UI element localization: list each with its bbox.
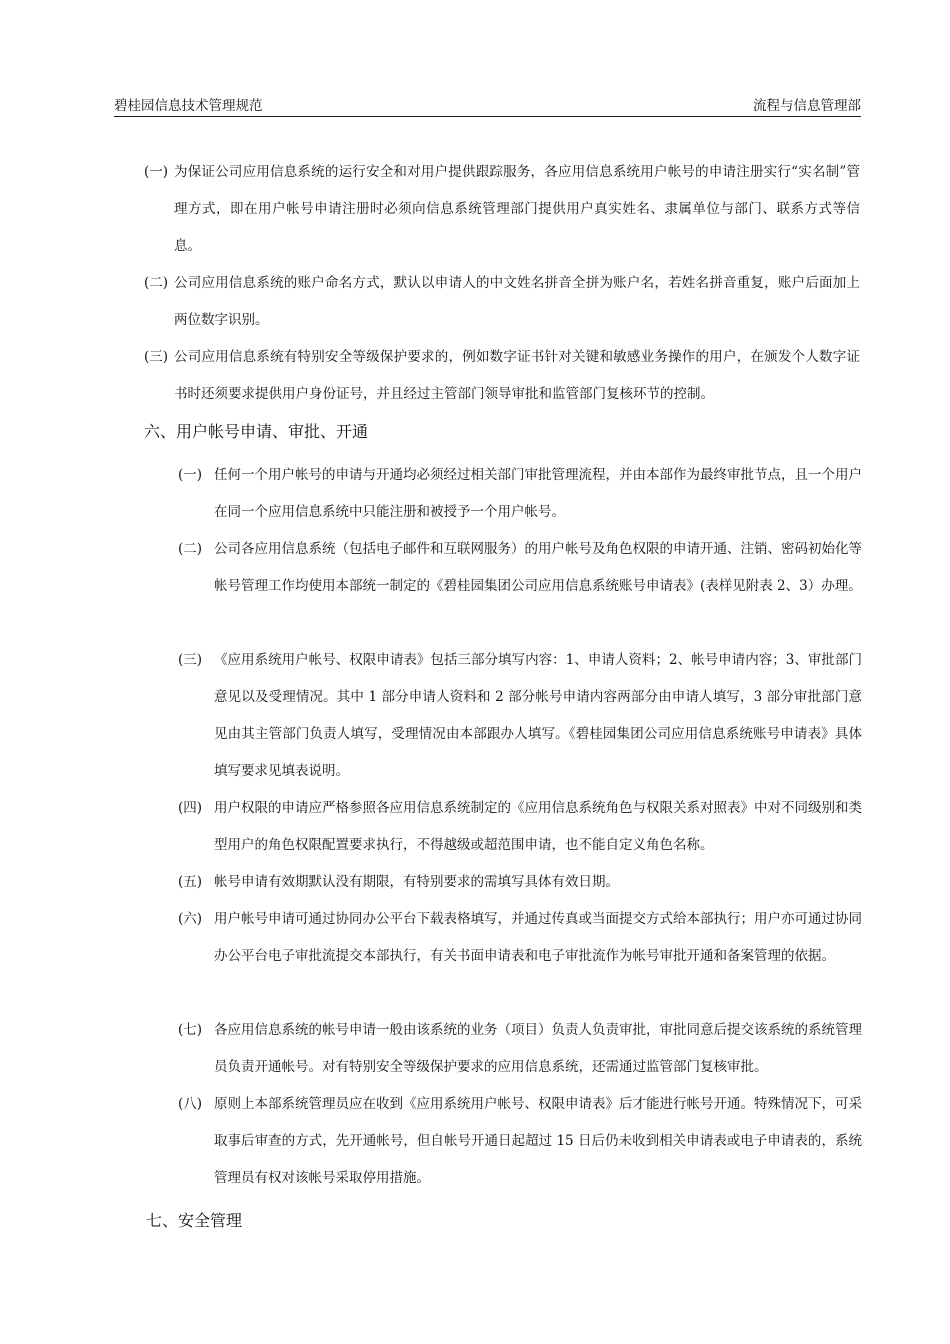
item-number: (三) [144,349,169,365]
item-text: 为保证公司应用信息系统的运行安全和对用户提供跟踪服务，各应用信息系统用户帐号的申请注册实行“实名制”管理方式，即在用户帐号申请注册时必须向信息系统管理部门提供用户真实姓名、隶属单位与部门、联系方式等信息。 [174,164,860,254]
item-number: (四) [178,800,203,816]
item-text: 公司各应用信息系统（包括电子邮件和互联网服务）的用户帐号及角色权限的申请开通、注销、密码初始化等帐号管理工作均使用本部统一制定的《碧桂园集团公司应用信息系统账号申请表》(表样见附表 2、3）办理。 [214,541,862,594]
section-6-item-5 [178,864,862,901]
section-6-heading: 六、用户帐号申请、审批、开通 [144,422,369,441]
item-text: 任何一个用户帐号的申请与开通均必须经过相关部门审批管理流程，并由本部作为最终审批节点，且一个用户在同一个应用信息系统中只能注册和被授予一个用户帐号。 [214,467,862,520]
item-number: (二) [178,541,203,557]
section-6-item-4 [178,790,862,864]
item-number: (六) [178,911,203,927]
header-department: 流程与信息管理部 [753,98,861,114]
header-doc-title: 碧桂园信息技术管理规范 [114,98,263,114]
page-header [114,92,861,117]
item-text: 公司应用信息系统的账户命名方式，默认以申请人的中文姓名拼音全拼为账户名，若姓名拼音重复，账户后面加上两位数字识别。 [174,275,860,328]
item-number: (二) [144,275,169,291]
intro-item-2 [144,265,860,339]
item-number: (一) [178,467,203,483]
section-7-heading: 七、安全管理 [146,1211,243,1230]
item-number: (七) [178,1022,203,1038]
section-6-item-8 [178,1086,862,1197]
item-number: (一) [144,164,169,180]
section-6-item-3 [178,642,862,790]
section-6-item-6 [178,901,862,975]
section-6-item-2 [178,531,862,605]
item-text: 用户权限的申请应严格参照各应用信息系统制定的《应用信息系统角色与权限关系对照表》中对不同级别和类型用户的角色权限配置要求执行，不得越级或超范围申请，也不能自定义角色名称。 [214,800,862,853]
intro-item-1 [144,154,860,265]
item-text: 帐号申请有效期默认没有期限，有特别要求的需填写具体有效日期。 [214,874,619,890]
section-6-item-1 [178,457,862,531]
item-number: (五) [178,874,203,890]
item-text: 各应用信息系统的帐号申请一般由该系统的业务（项目）负责人负责审批，审批同意后提交该系统的系统管理员负责开通帐号。对有特别安全等级保护要求的应用信息系统，还需通过监管部门复核审批。 [214,1022,862,1075]
item-text: 用户帐号申请可通过协同办公平台下载表格填写，并通过传真或当面提交方式给本部执行；用户亦可通过协同办公平台电子审批流提交本部执行，有关书面申请表和电子审批流作为帐号审批开通和备案管理的依据。 [214,911,862,964]
item-number: (八) [178,1096,203,1112]
item-text: 《应用系统用户帐号、权限申请表》包括三部分填写内容：1、申请人资料；2、帐号申请内容；3、审批部门意见以及受理情况。其中 1 部分申请人资料和 2 部分帐号申请内容两部分由申请人填写，3 部分审批部门意见由其主管部门负责人填写，受理情况由本部跟办人填写。《碧桂园集团公司应用信息系统账号申请表》具体填写要求见填表说明。 [214,652,862,779]
section-6-item-7 [178,1012,862,1086]
item-text: 原则上本部系统管理员应在收到《应用系统用户帐号、权限申请表》后才能进行帐号开通。特殊情况下，可采取事后审查的方式，先开通帐号，但自帐号开通日起超过 15 日后仍未收到相关申请表或电子申请表的，系统管理员有权对该帐号采取停用措施。 [214,1096,862,1186]
item-text: 公司应用信息系统有特别安全等级保护要求的，例如数字证书针对关键和敏感业务操作的用户，在颁发个人数字证书时还须要求提供用户身份证号，并且经过主管部门领导审批和监管部门复核环节的控制。 [174,349,860,402]
item-number: (三) [178,652,203,668]
intro-item-3 [144,339,860,413]
